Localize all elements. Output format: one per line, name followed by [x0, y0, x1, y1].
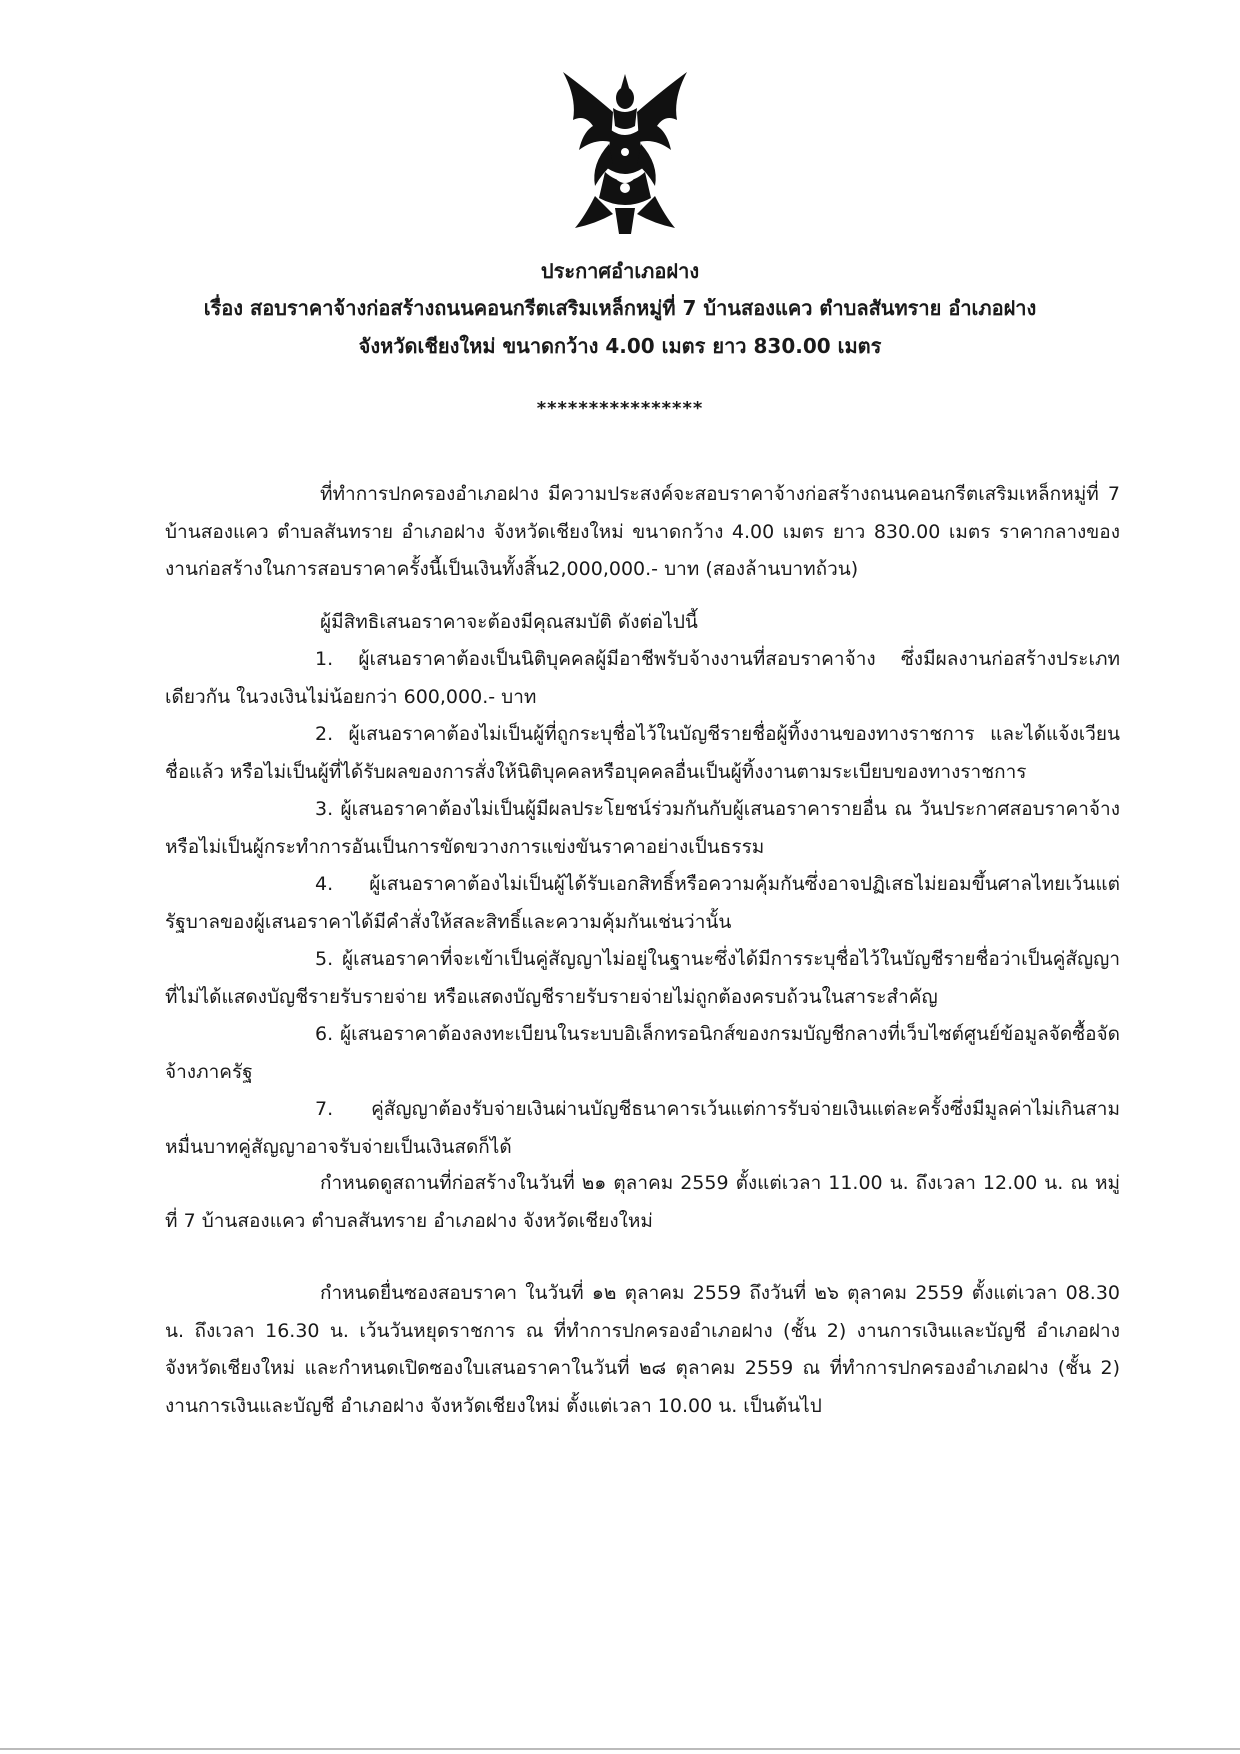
intro-paragraph: ที่ทำการปกครองอำเภอฝาง มีความประสงค์จะสอบราคาจ้างก่อสร้างถนนคอนกรีตเสริมเหล็กหมู่ที่ 7 บ้านสองแคว ตำบลสันทราย อำเภอฝาง จังหวัดเชียงใหม่ ขนาดกว้าง 4.00 เมตร ยาว 830.00 เมตร ราคากลางของงานก่อสร้างในการสอบราคาครั้งนี้เป็นเงินทั้งสิ้น2,000,000.- บาท (สองล้านบาทถ้วน)	[165, 483, 1120, 580]
site-visit-paragraph: กำหนดดูสถานที่ก่อสร้างในวันที่ ๒๑ ตุลาคม 2559 ตั้งแต่เวลา 11.00 น. ถึงเวลา 12.00 น. ณ หมู่ที่ 7 บ้านสองแคว ตำบลสันทราย อำเภอฝาง จังหวัดเชียงใหม่	[165, 1172, 1120, 1232]
list-item: 5. ผู้เสนอราคาที่จะเข้าเป็นคู่สัญญาไม่อยู่ในฐานะซึ่งได้มีการระบุชื่อไว้ในบัญชีรายชื่อว่าเป็นคู่สัญญาที่ไม่ได้แสดงบัญชีรายรับรายจ่าย หรือแสดงบัญชีรายรับรายจ่ายไม่ถูกต้องครบถ้วนในสาระสำคัญ	[165, 948, 1120, 1008]
garuda-emblem-icon	[555, 68, 695, 238]
page-edge-divider	[0, 1748, 1240, 1750]
subject-line-2: จังหวัดเชียงใหม่ ขนาดกว้าง 4.00 เมตร ยาว 830.00 เมตร	[358, 334, 882, 358]
separator: ****************	[536, 398, 704, 419]
qualifications-intro: ผู้มีสิทธิเสนอราคาจะต้องมีคุณสมบัติ ดังต่อไปนี้	[320, 611, 698, 633]
qualifications-list	[165, 641, 1120, 1166]
list-item: 2. ผู้เสนอราคาต้องไม่เป็นผู้ที่ถูกระบุชื่อไว้ในบัญชีรายชื่อผู้ทิ้งงานของทางราชการ และได้แจ้งเวียนชื่อแล้ว หรือไม่เป็นผู้ที่ได้รับผลของการสั่งให้นิติบุคคลหรือบุคคลอื่นเป็นผู้ทิ้งงานตามระเบียบของทางราชการ	[165, 723, 1120, 783]
list-item: 1. ผู้เสนอราคาต้องเป็นนิติบุคคลผู้มีอาชีพรับจ้างงานที่สอบราคาจ้าง ซึ่งมีผลงานก่อสร้างประเภทเดียวกัน ในวงเงินไม่น้อยกว่า 600,000.- บาท	[165, 648, 1120, 708]
announcement-title: ประกาศอำเภอฝาง	[540, 259, 700, 283]
list-item: 3. ผู้เสนอราคาต้องไม่เป็นผู้มีผลประโยชน์ร่วมกันกับผู้เสนอราคารายอื่น ณ วันประกาศสอบราคาจ้าง หรือไม่เป็นผู้กระทำการอันเป็นการขัดขวางการแข่งขันราคาอย่างเป็นธรรม	[165, 798, 1120, 858]
list-item: 7. คู่สัญญาต้องรับจ่ายเงินผ่านบัญชีธนาคารเว้นแต่การรับจ่ายเงินแต่ละครั้งซึ่งมีมูลค่าไม่เกินสามหมื่นบาทคู่สัญญาอาจรับจ่ายเป็นเงินสดก็ได้	[165, 1098, 1120, 1158]
list-item: 6. ผู้เสนอราคาต้องลงทะเบียนในระบบอิเล็กทรอนิกส์ของกรมบัญชีกลางที่เว็บไซต์ศูนย์ข้อมูลจัดซื้อจัดจ้างภาครัฐ	[165, 1023, 1120, 1083]
list-item: 4. ผู้เสนอราคาต้องไม่เป็นผู้ได้รับเอกสิทธิ์หรือความคุ้มกันซึ่งอาจปฏิเสธไม่ยอมขึ้นศาลไทยเว้นแต่รัฐบาลของผู้เสนอราคาได้มีคำสั่งให้สละสิทธิ์และความคุ้มกันเช่นว่านั้น	[165, 873, 1120, 933]
bid-submission-paragraph: กำหนดยื่นซองสอบราคา ในวันที่ ๑๒ ตุลาคม 2559 ถึงวันที่ ๒๖ ตุลาคม 2559 ตั้งแต่เวลา 08.30 น. ถึงเวลา 16.30 น. เว้นวันหยุดราชการ ณ ที่ทำการปกครองอำเภอฝาง (ชั้น 2) งานการเงินและบัญชี อำเภอฝาง จังหวัดเชียงใหม่ และกำหนดเปิดซองใบเสนอราคาในวันที่ ๒๘ ตุลาคม 2559 ณ ที่ทำการปกครองอำเภอฝาง (ชั้น 2) งานการเงินและบัญชี อำเภอฝาง จังหวัดเชียงใหม่ ตั้งแต่เวลา 10.00 น. เป็นต้นไป	[165, 1282, 1120, 1417]
subject-line-1: เรื่อง สอบราคาจ้างก่อสร้างถนนคอนกรีตเสริมเหล็กหมู่ที่ 7 บ้านสองแคว ตำบลสันทราย อำเภอฝาง	[203, 296, 1037, 320]
